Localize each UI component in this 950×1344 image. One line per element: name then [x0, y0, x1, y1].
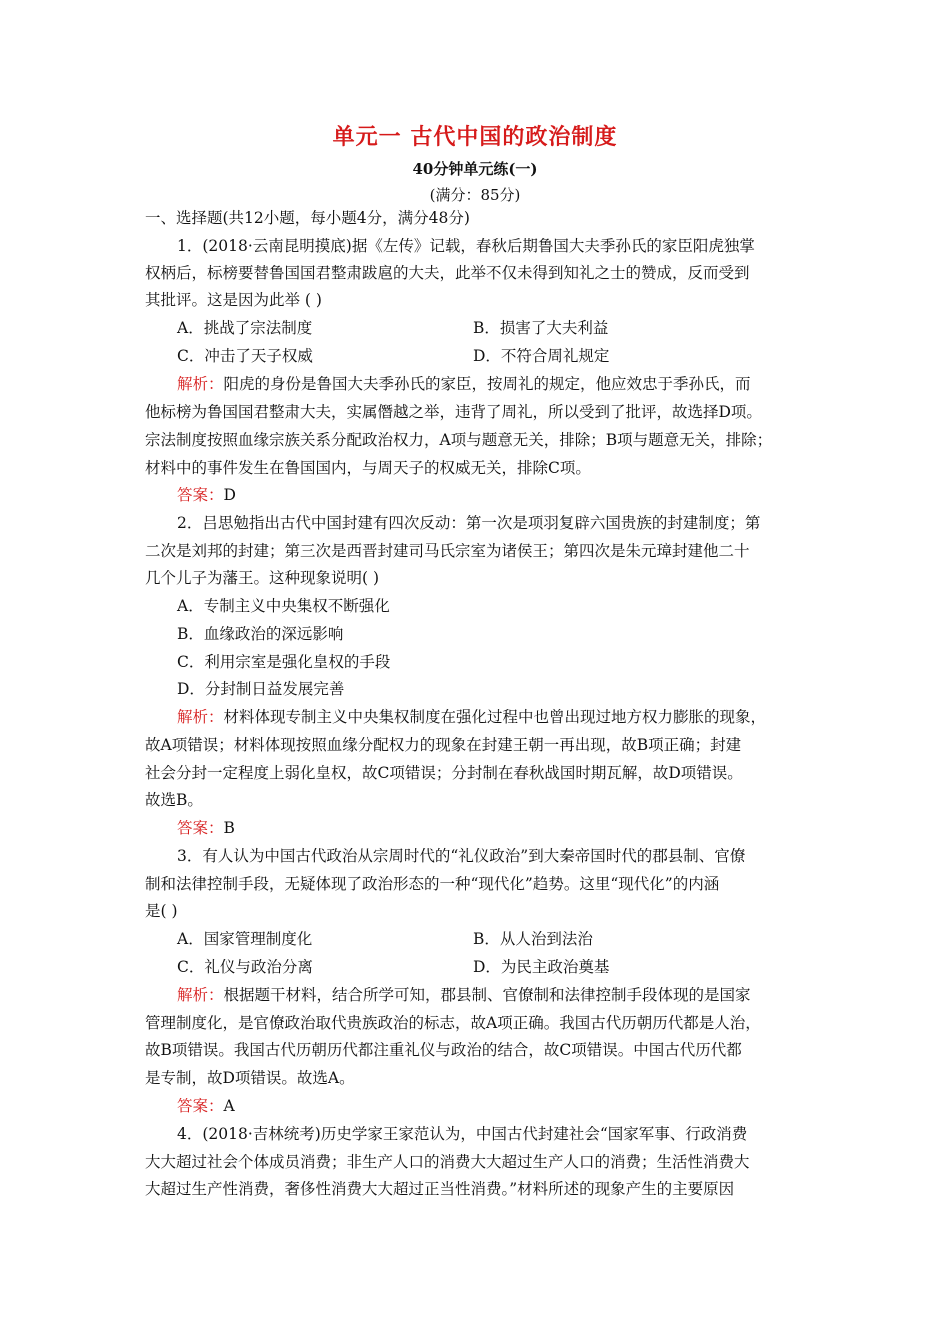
page-title: 单元一 古代中国的政治制度 [332, 124, 618, 150]
q1-stem-line: 1．(2018·云南昆明摸底)据《左传》记载，春秋后期鲁国大夫季孙氏的家臣阳虎独掌 [177, 237, 755, 255]
q2-option-c: C．利用宗室是强化皇权的手段 [177, 653, 391, 671]
q1-option-c: C．冲击了天子权威 [177, 347, 313, 365]
analysis-text: 阳虎的身份是鲁国大夫季孙氏的家臣，按周礼的规定，他应效忠于季孙氏，而 [223, 375, 751, 393]
q2-option-d: D．分封制日益发展完善 [177, 680, 345, 698]
q1-answer [177, 485, 842, 505]
q2-answer [177, 818, 842, 838]
q3-option-d: D．为民主政治奠基 [473, 958, 610, 976]
q2-analysis-line: 故选B。 [145, 791, 203, 809]
q1-option-a: A．挑战了宗法制度 [177, 319, 313, 337]
q2-option-a: A．专制主义中央集权不断强化 [177, 597, 390, 615]
section-heading: 一、选择题(共12小题，每小题4分，满分48分) [145, 209, 470, 227]
q1-stem-line: 权柄后，标榜要替鲁国国君整肃跋扈的大夫，此举不仅未得到知礼之士的赞成，反而受到 [145, 264, 750, 282]
analysis-label: 解析： [177, 986, 224, 1004]
page-subtitle: 40分钟单元练(一) [412, 160, 538, 178]
q2-option-b: B．血缘政治的深远影响 [177, 625, 344, 643]
q3-analysis-line: 故B项错误。我国古代历朝历代都注重礼仪与政治的结合，故C项错误。中国古代历代都 [145, 1041, 742, 1059]
q2-stem-line: 几个儿子为藩王。这种现象说明( ) [145, 569, 380, 587]
analysis-text: 材料体现专制主义中央集权制度在强化过程中也曾出现过地方权力膨胀的现象， [223, 708, 767, 726]
analysis-label: 解析： [177, 708, 224, 726]
q3-stem-line: 制和法律控制手段，无疑体现了政治形态的一种“现代化”趋势。这里“现代化”的内涵 [145, 875, 720, 893]
q2-analysis-line [177, 707, 842, 727]
q2-analysis-line: 故A项错误；材料体现按照血缘分配权力的现象在封建王朝一再出现，故B项正确；封建 [145, 736, 742, 754]
q3-answer [177, 1096, 842, 1116]
q1-analysis-line [177, 374, 842, 394]
q2-analysis-line: 社会分封一定程度上弱化皇权，故C项错误；分封制在春秋战国时期瓦解，故D项错误。 [145, 764, 743, 782]
answer-value: B [223, 819, 235, 837]
answer-label: 答案： [177, 486, 224, 504]
q1-analysis-line: 他标榜为鲁国国君整肃大夫，实属僭越之举，违背了周礼，所以受到了批评，故选择D项。 [145, 403, 762, 421]
q4-stem-line: 大超过生产性消费，奢侈性消费大大超过正当性消费。”材料所述的现象产生的主要原因 [145, 1180, 735, 1198]
q3-analysis-line: 是专制，故D项错误。故选A。 [145, 1069, 355, 1087]
q1-stem-line: 其批评。这是因为此举 ( ) [145, 291, 322, 309]
q1-analysis-line: 宗法制度按照血缘宗族关系分配政治权力，A项与题意无关，排除；B项与题意无关，排除； [145, 431, 773, 449]
answer-label: 答案： [177, 819, 224, 837]
q4-stem-line: 4．(2018·吉林统考)历史学家王家范认为，中国古代封建社会“国家军事、行政消费 [177, 1125, 748, 1143]
q3-option-b: B．从人治到法治 [473, 930, 593, 948]
q1-option-d: D．不符合周礼规定 [473, 347, 610, 365]
q2-stem-line: 二次是刘邦的封建；第三次是西晋封建司马氏宗室为诸侯王；第四次是朱元璋封建他二十 [145, 542, 750, 560]
answer-label: 答案： [177, 1097, 224, 1115]
q3-option-a: A．国家管理制度化 [177, 930, 313, 948]
q3-stem-line: 是( ) [145, 902, 178, 920]
q3-option-c: C．礼仪与政治分离 [177, 958, 313, 976]
analysis-text: 根据题干材料，结合所学可知，郡县制、官僚制和法律控制手段体现的是国家 [223, 986, 751, 1004]
q4-stem-line: 大大超过社会个体成员消费；非生产人口的消费大大超过生产人口的消费；生活性消费大 [145, 1153, 750, 1171]
q2-stem-line: 2．吕思勉指出古代中国封建有四次反动：第一次是项羽复辟六国贵族的封建制度；第 [177, 514, 761, 532]
q1-analysis-line: 材料中的事件发生在鲁国国内，与周天子的权威无关，排除C项。 [145, 459, 591, 477]
analysis-label: 解析： [177, 375, 224, 393]
q3-analysis-line [177, 985, 842, 1005]
q1-option-b: B．损害了大夫利益 [473, 319, 609, 337]
answer-value: D [223, 486, 236, 504]
q3-stem-line: 3．有人认为中国古代政治从宗周时代的“礼仪政治”到大秦帝国时代的郡县制、官僚 [177, 847, 746, 865]
q3-analysis-line: 管理制度化，是官僚政治取代贵族政治的标志，故A项正确。我国古代历朝历代都是人治， [145, 1014, 761, 1032]
answer-value: A [223, 1097, 235, 1115]
score-note: (满分：85分) [429, 186, 521, 204]
